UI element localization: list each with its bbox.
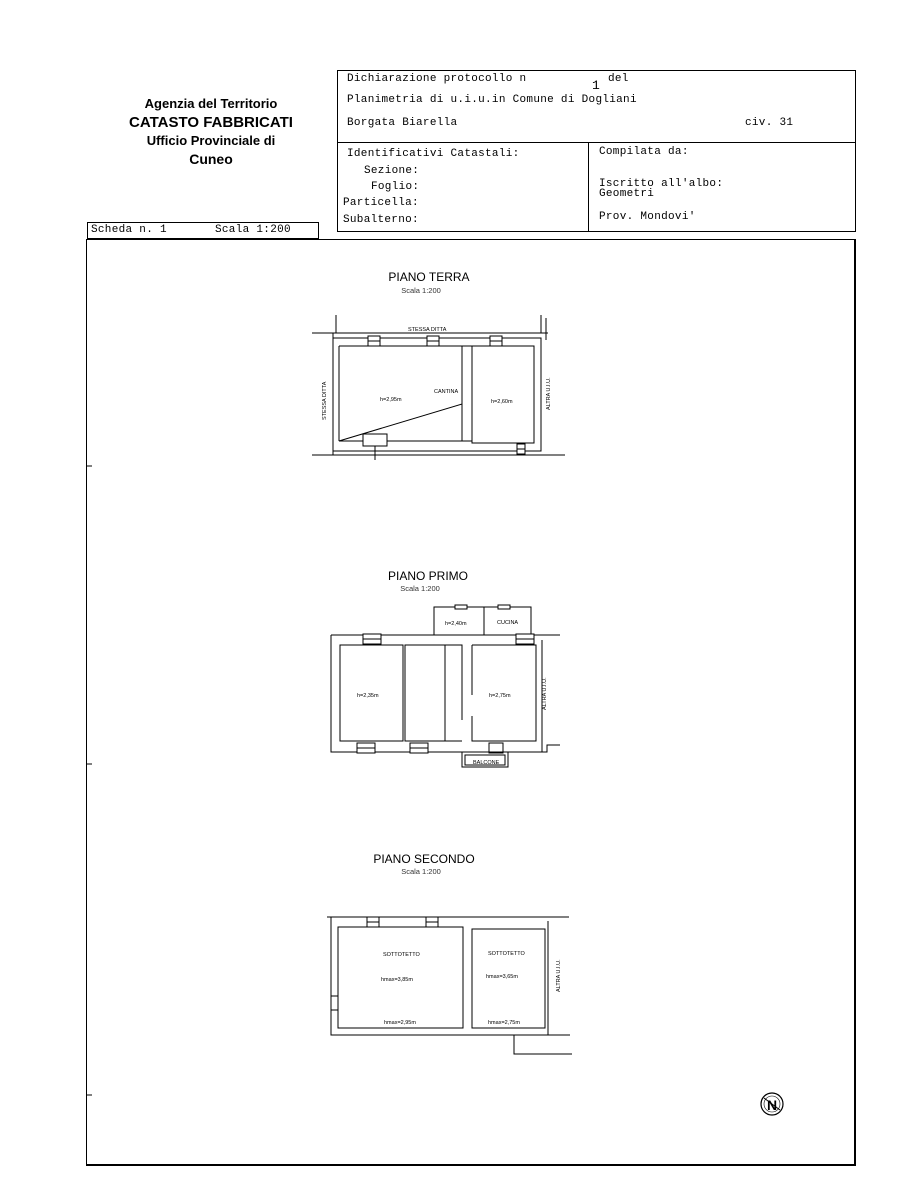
secondo-hmax-1: hmax=3,85m	[381, 977, 413, 983]
terra-top-label: STESSA DITTA	[408, 327, 447, 333]
secondo-hmin-1: hmax=2,95m	[384, 1020, 416, 1026]
piano-terra-scale: Scala 1:200	[401, 286, 441, 295]
agency-name: Agenzia del Territorio	[144, 96, 278, 111]
compilata-title: Compilata da:	[599, 146, 689, 158]
terra-height-2: h=2,60m	[491, 399, 513, 405]
iscritto-label: Iscritto all'albo:	[599, 178, 724, 190]
piano-primo-title: PIANO PRIMO	[387, 569, 468, 583]
city-name: Cuneo	[189, 151, 233, 167]
sezione-label: Sezione:	[364, 165, 420, 177]
primo-right-label: ALTRA U.I.U.	[542, 677, 548, 710]
plan-piano-primo	[331, 605, 560, 767]
planimetria-text: Planimetria di u.i.u.in Comune di Dogliani	[347, 94, 637, 106]
secondo-right-label: ALTRA U.I.U.	[556, 959, 562, 992]
piano-secondo-title: PIANO SECONDO	[373, 852, 475, 866]
albo-value: Geometri	[599, 188, 655, 200]
primo-cucina-label: CUCINA	[497, 620, 519, 626]
north-letter: N	[767, 1097, 778, 1113]
protocol-label: Dichiarazione protocollo n	[347, 73, 527, 85]
plan-piano-secondo	[327, 917, 572, 1054]
prov-value: Prov. Mondovi'	[599, 211, 696, 223]
terra-right-label: ALTRA U.I.U.	[546, 377, 552, 410]
protocol-digit: 1	[592, 78, 601, 93]
scheda-scale: Scala 1:200	[215, 224, 291, 236]
piano-terra-title: PIANO TERRA	[388, 270, 470, 284]
secondo-hmin-2: hmax=2,75m	[488, 1020, 520, 1026]
catasto-title: CATASTO FABBRICATI	[129, 114, 293, 131]
ufficio-label: Ufficio Provinciale di	[146, 133, 276, 148]
particella-label: Particella:	[343, 197, 419, 209]
plan-piano-terra	[312, 315, 565, 460]
piano-primo-scale: Scala 1:200	[400, 584, 440, 593]
terra-left-label: STESSA DITTA	[322, 381, 328, 420]
terra-height-1: h=2,95m	[380, 397, 402, 403]
subalterno-label: Subalterno:	[343, 214, 419, 226]
civic-number: civ. 31	[745, 117, 794, 129]
secondo-hmax-2: hmax=3,65m	[486, 974, 518, 980]
scheda-label: Scheda n. 1	[91, 224, 167, 236]
north-arrow-icon	[761, 1093, 783, 1115]
piano-secondo-scale: Scala 1:200	[401, 867, 441, 876]
primo-balcone-label: BALCONE	[473, 760, 500, 766]
secondo-room-1: SOTTOTETTO	[383, 952, 420, 958]
terra-cantina-label: CANTINA	[434, 389, 459, 395]
secondo-room-2: SOTTOTETTO	[488, 951, 525, 957]
address-text: Borgata Biarella	[347, 117, 458, 129]
identificativi-title: Identificativi Catastali:	[347, 148, 520, 160]
primo-height-left: h=2,35m	[357, 693, 379, 699]
primo-height-small: h=2,40m	[445, 621, 467, 627]
primo-height-right: h=2,75m	[489, 693, 511, 699]
foglio-label: Foglio:	[371, 181, 420, 193]
del-label: del	[608, 73, 629, 85]
